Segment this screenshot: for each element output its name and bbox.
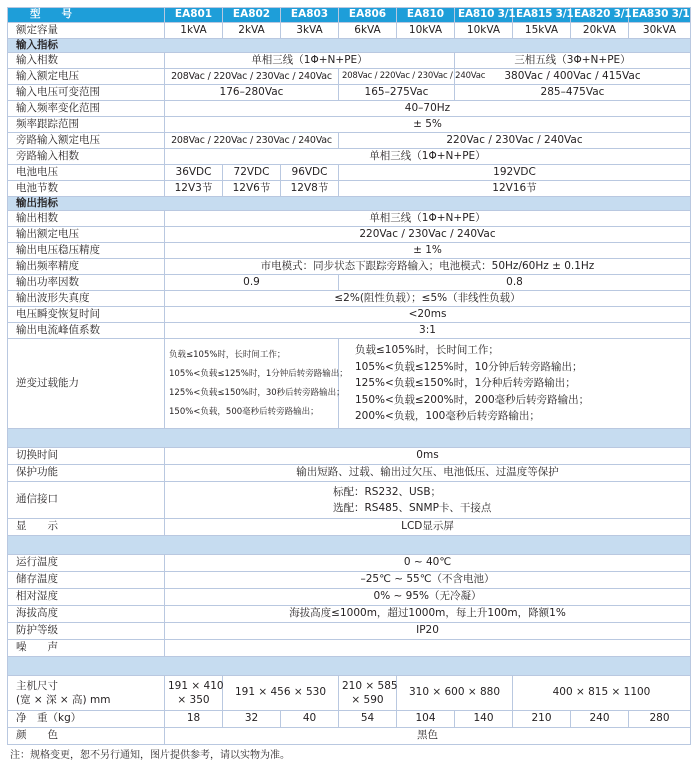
input-range-label: 输入电压可变范围 [8,85,165,101]
input-range-a: 176–280Vac [165,85,339,101]
crest-factor-value: 3:1 [165,323,691,339]
freq-range-label: 输入频率变化范围 [8,101,165,117]
model-ea815-31: EA815 3/1 [513,8,571,23]
weight-value: 104 [397,710,455,727]
overload-line: 200%<负载，100毫秒后转旁路输出； [355,410,540,423]
capacity-value: 6kVA [339,23,397,39]
protection-row [8,464,691,481]
display-row [8,518,691,535]
model-ea803: EA803 [281,8,339,23]
capacity-value: 20kVA [571,23,629,39]
input-voltage-c: 380Vac / 400Vac / 415Vac [455,69,691,85]
input-section-title: 输入指标 [8,39,691,53]
dimensions-label-line2: (宽 × 深 × 高) mm [16,693,111,706]
input-voltage-row [8,69,691,85]
freq-accuracy-value: 市电模式：同步状态下跟踪旁路输入；电池模式：50Hz/60Hz ± 0.1Hz [165,259,691,275]
weight-value: 240 [571,710,629,727]
section-spacer [8,656,691,675]
battery-cells-value: 12V16节 [339,181,691,197]
weight-value: 54 [339,710,397,727]
bypass-voltage-label: 旁路输入额定电压 [8,133,165,149]
freq-tracking-label: 频率跟踪范围 [8,117,165,133]
weight-value: 40 [281,710,339,727]
weight-value: 18 [165,710,223,727]
crest-factor-row [8,323,691,339]
weight-value: 210 [513,710,571,727]
capacity-value: 3kVA [281,23,339,39]
power-factor-row [8,275,691,291]
input-phase-three: 三相五线（3Φ+N+PE） [455,53,691,69]
transfer-recovery-row [8,307,691,323]
thd-row [8,291,691,307]
capacity-value: 10kVA [455,23,513,39]
battery-voltage-value: 36VDC [165,165,223,181]
weight-label: 净 重（kg） [8,710,165,727]
input-phase-label: 输入相数 [8,53,165,69]
freq-tracking-value: ± 5% [165,117,691,133]
output-section-row [8,197,691,211]
overload-line: 105%<负载≤125%时，1分钟后转旁路输出； [169,368,348,379]
input-phase-single: 单相三线（1Φ+N+PE） [165,53,455,69]
battery-voltage-value: 96VDC [281,165,339,181]
dimensions-row [8,675,691,710]
noise-value [165,639,691,656]
battery-voltage-row [8,165,691,181]
model-ea806: EA806 [339,8,397,23]
section-spacer [8,428,691,447]
power-factor-b: 0.8 [339,275,691,291]
model-ea801: EA801 [165,8,223,23]
input-voltage-a: 208Vac / 220Vac / 230Vac / 240Vac [165,69,339,85]
dimensions-c [339,675,397,710]
input-voltage-b: 208Vac / 220Vac / 230Vac / 240Vac [339,69,455,85]
voltage-accuracy-row [8,243,691,259]
battery-cells-value: 12V3节 [165,181,223,197]
freq-range-value: 40–70Hz [165,101,691,117]
input-range-b: 165–275Vac [339,85,455,101]
protection-value: 输出短路、过载、输出过欠压、电池低压、过温度等保护 [165,464,691,481]
op-temp-label: 运行温度 [8,554,165,571]
model-ea810: EA810 [397,8,455,23]
freq-range-row [8,101,691,117]
output-voltage-label: 输出额定电压 [8,227,165,243]
footnote: 注：规格变更，恕不另行通知，图片提供参考，请以实物为准。 [10,750,290,761]
capacity-value: 30kVA [629,23,691,39]
ip-label: 防护等级 [8,622,165,639]
altitude-row [8,605,691,622]
color-value: 黑色 [165,727,691,744]
dimensions-a-line2: × 350 [177,693,210,706]
overload-row [8,339,691,429]
humidity-row [8,588,691,605]
overload-line: 150%<负载≤200%时，200毫秒后转旁路输出； [355,393,590,406]
capacity-value: 2kVA [223,23,281,39]
input-range-row [8,85,691,101]
output-phase-label: 输出相数 [8,211,165,227]
section-spacer [8,535,691,554]
dimensions-e: 400 × 815 × 1100 [513,675,691,710]
overload-line: 105%<负载≤125%时，10分钟后转旁路输出； [355,360,583,373]
capacity-value: 1kVA [165,23,223,39]
capacity-value: 15kVA [513,23,571,39]
weight-value: 280 [629,710,691,727]
output-voltage-row [8,227,691,243]
ip-row [8,622,691,639]
bypass-voltage-a: 208Vac / 220Vac / 230Vac / 240Vac [165,133,339,149]
storage-temp-value: –25℃ ~ 55℃（不含电池） [165,571,691,588]
ip-value: IP20 [165,622,691,639]
battery-voltage-value: 72VDC [223,165,281,181]
model-ea802: EA802 [223,8,281,23]
battery-cells-row [8,181,691,197]
capacity-label: 额定容量 [8,23,165,39]
battery-cells-label: 电池节数 [8,181,165,197]
dimensions-b: 191 × 456 × 530 [223,675,339,710]
display-value: LCD显示屏 [165,518,691,535]
noise-label: 噪 声 [8,639,165,656]
battery-cells-value: 12V6节 [223,181,281,197]
overload-line: 负载≤105%时，长时间工作； [355,344,499,357]
display-label: 显 示 [8,518,165,535]
header-label: 型 号 [8,8,165,23]
system-section-row [8,428,691,447]
dimensions-a-line1: 191 × 410 [168,679,224,692]
battery-voltage-value: 192VDC [339,165,691,181]
transfer-time-label: 切换时间 [8,447,165,464]
thd-label: 输出波形失真度 [8,291,165,307]
output-phase-value: 单相三线（1Φ+N+PE） [165,211,691,227]
model-ea830-31: EA830 3/1 [629,8,691,23]
color-row [8,727,691,744]
voltage-accuracy-value: ± 1% [165,243,691,259]
freq-accuracy-label: 输出频率精度 [8,259,165,275]
transfer-recovery-value: <20ms [165,307,691,323]
capacity-row [8,23,691,39]
thd-value: ≤2%(阻性负载）；≤5%（非线性负载） [165,291,691,307]
input-voltage-label: 输入额定电压 [8,69,165,85]
altitude-value: 海拔高度≤1000m，超过1000m，每上升100m，降额1% [165,605,691,622]
dimensions-a [165,675,223,710]
bypass-voltage-row [8,133,691,149]
noise-row [8,639,691,656]
overload-large-models [339,339,691,429]
comm-row [8,481,691,518]
overload-line: 150%<负载，500毫秒后转旁路输出； [169,406,319,417]
dimensions-c-line1: 210 × 585 [342,679,398,692]
transfer-recovery-label: 电压瞬变恢复时间 [8,307,165,323]
storage-temp-row [8,571,691,588]
power-factor-label: 输出功率因数 [8,275,165,291]
environment-section-row [8,535,691,554]
transfer-time-value: 0ms [165,447,691,464]
overload-label: 逆变过载能力 [8,339,165,429]
dimensions-label [8,675,165,710]
overload-small-models [165,339,348,429]
comm-standard: 标配：RS232、USB； [333,485,442,498]
storage-temp-label: 储存温度 [8,571,165,588]
voltage-accuracy-label: 输出电压稳压精度 [8,243,165,259]
bypass-phase-row [8,149,691,165]
output-section-title: 输出指标 [8,197,691,211]
crest-factor-label: 输出电流峰值系数 [8,323,165,339]
input-phase-row [8,53,691,69]
model-ea820-31: EA820 3/1 [571,8,629,23]
comm-value [165,481,691,518]
altitude-label: 海拔高度 [8,605,165,622]
protection-label: 保护功能 [8,464,165,481]
spec-table [7,7,691,745]
input-range-c: 285–475Vac [455,85,691,101]
overload-line: 125%<负载≤150%时，1分种后转旁路输出； [355,377,576,390]
color-label: 颜 色 [8,727,165,744]
weight-value: 32 [223,710,281,727]
overload-line: 125%<负载≤150%时，30秒后转旁路输出； [169,387,345,398]
capacity-value: 10kVA [397,23,455,39]
input-section-row [8,39,691,53]
dimensions-label-line1: 主机尺寸 [16,679,58,692]
model-ea810-31: EA810 3/1 [455,8,513,23]
bypass-phase-label: 旁路输入相数 [8,149,165,165]
dimensions-c-line2: × 590 [351,693,384,706]
op-temp-value: 0 ~ 40℃ [165,554,691,571]
transfer-time-row [8,447,691,464]
battery-voltage-label: 电池电压 [8,165,165,181]
op-temp-row [8,554,691,571]
physical-section-row [8,656,691,675]
humidity-value: 0% ~ 95%（无冷凝） [165,588,691,605]
bypass-voltage-b: 220Vac / 230Vac / 240Vac [339,133,691,149]
output-phase-row [8,211,691,227]
power-factor-a: 0.9 [165,275,339,291]
comm-optional: 选配：RS485、SNMP卡、干接点 [333,501,492,514]
freq-tracking-row [8,117,691,133]
dimensions-d: 310 × 600 × 880 [397,675,513,710]
freq-accuracy-row [8,259,691,275]
humidity-label: 相对湿度 [8,588,165,605]
weight-row [8,710,691,727]
weight-value: 140 [455,710,513,727]
comm-label: 通信接口 [8,481,165,518]
battery-cells-value: 12V8节 [281,181,339,197]
output-voltage-value: 220Vac / 230Vac / 240Vac [165,227,691,243]
bypass-phase-value: 单相三线（1Φ+N+PE） [165,149,691,165]
header-row [8,8,691,23]
overload-line: 负载≤105%时，长时间工作； [169,349,286,360]
